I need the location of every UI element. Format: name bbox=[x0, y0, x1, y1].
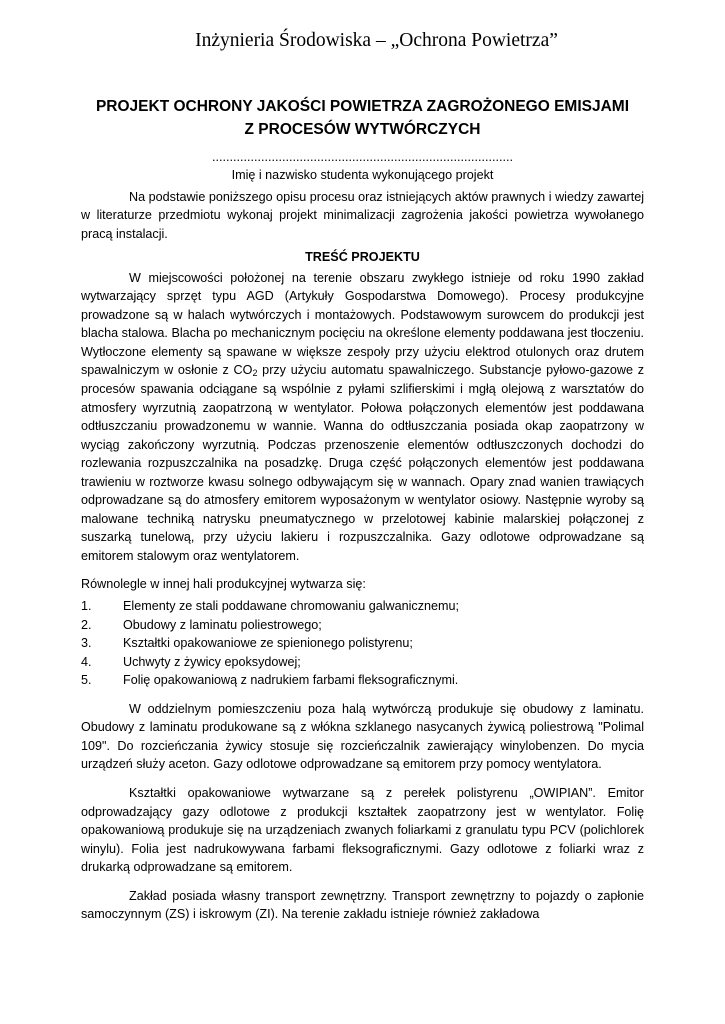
intro-paragraph: Na podstawie poniższego opisu procesu oraz istniejących aktów prawnych i wiedzy zawartej w literaturze przedmiotu wykonaj projekt minimalizacji zagrożenia jakości powietrza wywołanego pracą instalacji. bbox=[81, 189, 644, 241]
list-item-number: 1. bbox=[81, 599, 92, 614]
products-list bbox=[81, 597, 644, 690]
student-name-label: Imię i nazwisko studenta wykonującego projekt bbox=[231, 168, 494, 182]
document-body bbox=[81, 151, 644, 924]
paragraph-1-part-2: przy użyciu automatu spawalniczego. Substancje pyłowo-gazowe z procesów spawania odciągane są wspólnie z pyłami szlifierskimi i mgłą olejową z warsztatów do atmosfery wyrzutnią zaopatrzoną w wentylator. Połowa połączonych elementów jest poddawana odtłuszczaniu prowadzonemu w wannie. Wanna do odtłuszczania posiada okap zaopatrzony w wyciąg zakończony wyrzutnią. Podczas przenoszenie elementów odtłuszczonych dochodzi do rozlewania rozpuszczalnika na posadzkę. Druga część połączonych elementów jest poddawana trawieniu w roztworze kwasu solnego odbywającym się w wannach. Opary znad wanien trawiących odprowadzane są do atmosfery emitorem wyposażonym w wentylator osiowy. Następnie wyroby są malowane techniką natrysku pneumatycznego w przelotowej kabinie malarskiej połączonej z suszarką tunelową, przy użyciu lakieru i rozpuszczalnika. Gazy odlotowe odprowadzane są emitorem stalowym oraz wentylatorem. bbox=[81, 363, 644, 563]
list-item-number: 4. bbox=[81, 654, 92, 669]
list-item bbox=[81, 671, 644, 690]
list-item bbox=[81, 597, 644, 616]
list-item-text: Kształtki opakowaniowe ze spienionego polistyrenu; bbox=[123, 636, 413, 651]
list-intro: Równolegle w innej hali produkcyjnej wytwarza się: bbox=[81, 577, 366, 592]
list-item-text: Obudowy z laminatu poliestrowego; bbox=[123, 617, 322, 632]
section-title: TREŚĆ PROJEKTU bbox=[305, 250, 420, 265]
list-item bbox=[81, 616, 644, 635]
title-line-1: PROJEKT OCHRONY JAKOŚCI POWIETRZA ZAGROŻONEGO EMISJAMI bbox=[95, 98, 630, 115]
title-line-2: Z PROCESÓW WYTWÓRCZYCH bbox=[244, 121, 481, 138]
paragraph-1-part-1: W miejscowości położonej na terenie obszaru zwykłego istnieje od roku 1990 zakład wytwarzający sprzęt typu AGD (Artykuły Gospodarstwa Domowego). Procesy produkcyjne prowadzone są w halach wytwórczych i montażowych. Podstawowym surowcem do produkcji jest blacha stalowa. Blacha po mechanicznym pocięciu na określone elementy poddawana jest tłoczeniu. Wytłoczone elementy są spawane w większe zespoły przy użyciu elektrod otulonych oraz drutem spawalniczym w osłonie z CO bbox=[81, 270, 644, 378]
document-title bbox=[81, 95, 644, 141]
paragraph-transport: Zakład posiada własny transport zewnętrzny. Transport zewnętrzny to pojazdy o zapłonie samoczynnym (ZS) i iskrowym (ZI). Na terenie zakładu istnieje również zakładowa bbox=[81, 888, 644, 922]
list-item-text: Uchwyty z żywicy epoksydowej; bbox=[123, 654, 301, 669]
list-item-text: Folię opakowaniową z nadrukiem farbami fleksograficznymi. bbox=[123, 673, 459, 688]
paragraph-laminate: W oddzielnym pomieszczeniu poza halą wytwórczą produkuje się obudowy z laminatu. Obudowy z laminatu produkowane są z włókna szklanego nasycanych żywicą poliestrową "Polimal 109". Do rozcieńczania żywicy stosuje się rozcieńczalnik zawierający winylobenzen. Do mycia urządzeń służy aceton. Gazy odlotowe odprowadzane są emitorem przy pomocy wentylatora. bbox=[81, 701, 644, 772]
paragraph-packaging: Kształtki opakowaniowe wytwarzane są z perełek polistyrenu „OWIPIAN”. Emitor odprowadzający gazy odlotowe z produkcji kształtek zaopatrzony jest w wentylator. Folię opakowaniową produkuje się na urządzeniach zwanych foliarkami z granulatu typu PCV (polichlorek winylu). Folia jest nadrukowywana farbami fleksograficznymi. Gazy odlotowe z foliarki wraz z drukarką odprowadzane są emitorem. bbox=[81, 785, 644, 875]
student-name-placeholder: ...................................................................................... bbox=[212, 150, 513, 164]
co2-subscript: 2 bbox=[252, 368, 258, 379]
list-item bbox=[81, 634, 644, 653]
list-item-number: 5. bbox=[81, 673, 92, 688]
list-item-text: Elementy ze stali poddawane chromowaniu galwanicznemu; bbox=[123, 599, 460, 614]
list-item bbox=[81, 653, 644, 672]
paragraph-process-description bbox=[81, 269, 644, 566]
list-item-number: 3. bbox=[81, 636, 92, 651]
page-header: Inżynieria Środowiska – „Ochrona Powietrza” bbox=[195, 30, 558, 51]
list-item-number: 2. bbox=[81, 617, 92, 632]
